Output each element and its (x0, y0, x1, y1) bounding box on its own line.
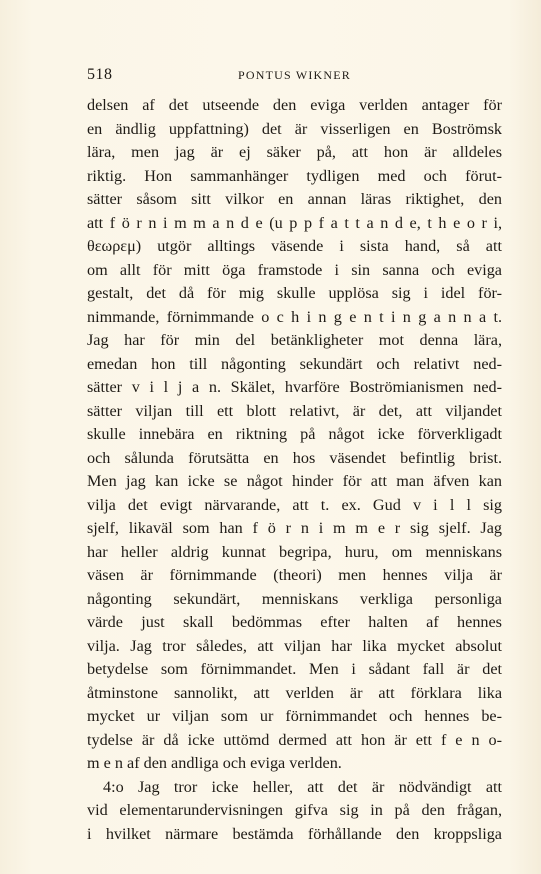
text-line: sjelf, likaväl som han f ö r n i m m e r sig sjelf. Jag (87, 519, 502, 537)
text-line: vid elementarundervisningen gifva sig in på den frågan, (87, 801, 502, 819)
text-line: sätter v i l j a n. Skälet, hvarföre Boströmianismen ned- (87, 378, 502, 396)
text-line: riktig. Hon sammanhänger tydligen med och förut- (87, 166, 502, 185)
text-line: värde just skall bedömmas efter halten af hennes (87, 613, 502, 631)
text-line: att f ö r n i m m a n d e (u p p f a t t a n d e, t h e o r i, (87, 213, 502, 232)
text-line: lära, men jag är ej säker på, att hon är alldeles (87, 143, 502, 161)
text-line: vilja. Jag tror således, att viljan har lika mycket absolut (87, 636, 502, 655)
text-line: sätter såsom sitt vilkor en annan läras riktighet, den (87, 190, 502, 208)
text-line: en ändlig uppfattning) det är visserligen en Boströmsk (87, 119, 502, 138)
text-line: emedan hon till någonting sekundärt och relativt ned- (87, 354, 502, 373)
text-line: gestalt, det då för mig skulle upplösa sig i idel för- (87, 284, 502, 302)
running-title: PONTUS WIKNER (237, 68, 352, 82)
text-line: och sålunda förutsätta en hos väsendet befintlig brist. (87, 448, 502, 467)
text-line: har heller aldrig kunnat begripa, huru, om menniskans (87, 542, 502, 561)
body-text (87, 94, 502, 846)
text-line: i hvilket närmare bestämda förhållande den kroppsliga (87, 824, 502, 843)
text-line: vilja det evigt närvarande, att t. ex. Gud v i l l sig (87, 495, 502, 514)
text-line: m e n af den andliga och eviga verlden. (87, 754, 342, 772)
text-line: betydelse som förnimmandet. Men i sådant fall är det (87, 660, 502, 678)
text-line: Men jag kan icke se något hinder för att man äfven kan (87, 472, 502, 490)
text-line: mycket ur viljan som ur förnimmandet och hennes be- (87, 707, 502, 725)
text-line: åtminstone sannolikt, att verlden är att förklara lika (87, 683, 502, 702)
text-line: om allt för mitt öga framstode i sin sanna och eviga (87, 260, 502, 279)
text-line: nimmande, förnimmande o c h i n g e n t i n g a n n a t. (87, 307, 502, 326)
text-line: skulle innebära en riktning på något icke förverkligadt (87, 425, 502, 443)
running-head (87, 66, 502, 86)
text-line: delsen af det utseende den eviga verlden antager för (87, 96, 502, 114)
text-line: väsen är förnimmande (theori) men hennes vilja är (87, 566, 502, 584)
text-line: någonting sekundärt, menniskans verkliga personliga (87, 589, 502, 608)
text-line: tydelse är då icke uttömd dermed att hon är ett f e n o- (87, 730, 502, 749)
page-number: 518 (87, 66, 113, 83)
text-line: sätter viljan till ett blott relativt, är det, att viljandet (87, 401, 502, 420)
text-line: Jag har för min del betänkligheter mot denna lära, (87, 331, 502, 349)
text-line: 4:o Jag tror icke heller, att det är nödvändigt att (103, 777, 502, 796)
text-line: θεωρεμ) utgör alltings väsende i sista hand, så att (87, 237, 502, 255)
